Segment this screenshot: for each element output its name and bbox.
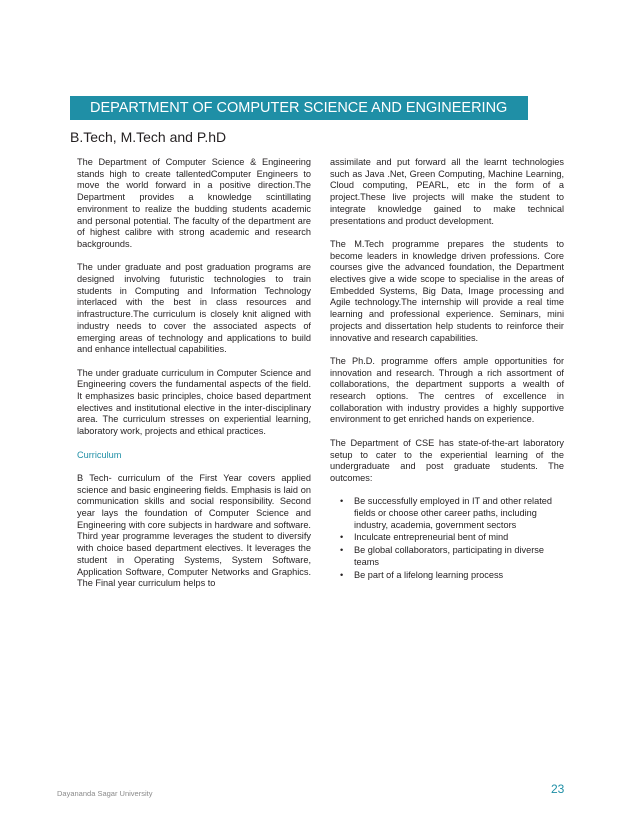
footer-university-name: Dayananda Sagar University xyxy=(57,789,153,798)
intro-paragraph: The Department of Computer Science & Engineering stands high to create tallentedComputer Engineers to move the world forward in a positive direction.The Department provides a knowledge scintillating environment to realize the budding students academic and personal potential. The faculty of the department are of highest calibre with strong academic and research backgrounds. xyxy=(77,157,311,249)
curriculum-heading: Curriculum xyxy=(77,449,122,460)
projects-paragraph: assimilate and put forward all the learnt technologies such as Java .Net, Green Computing, Machine Learning, Cloud computing, PEARL, etc in the form of a project.These live projects will make the student to integrate knowledge gained to make technical presentations and product development. xyxy=(330,157,564,226)
page-number: 23 xyxy=(551,782,565,796)
programmes-subtitle: B.Tech, M.Tech and P.hD xyxy=(70,129,227,145)
mtech-paragraph: The M.Tech programme prepares the students to become leaders in knowledge driven professions. Core courses give the advanced foundation, the Department electives give a wide scope to specialise in the areas of Embedded Systems, Big Data, Image processing and Agile technology.The internship will provide a real time learning and professional experience. Seminars, mini projects and dissertation help students to reinforce their innovative and research capabilities. xyxy=(330,238,564,343)
outcome-item: • Be global collaborators, participating in diverse teams xyxy=(340,545,564,568)
outcome-item: • Be successfully employed in IT and other related fields or choose other career paths, including industry, academia, government sectors xyxy=(340,496,564,531)
ug-curriculum-paragraph: The under graduate curriculum in Computer Science and Engineering covers the fundamental aspects of the field. It emphasizes basic principles, choice based department electives and institutional elective in the inter-disciplinary area. The curriculum stresses on experiential learning, laboratory work, projects and ethical practices. xyxy=(77,367,311,437)
laboratory-paragraph: The Department of CSE has state-of-the-art laboratory setup to cater to the experiential learning of the undergraduate and post graduate students. The outcomes: xyxy=(330,437,564,483)
left-text-column xyxy=(77,157,311,602)
btech-curriculum-paragraph: B Tech- curriculum of the First Year covers applied science and basic engineering fields. Emphasis is laid on communication skills and social responsibility. Second year lays the foundation of Computer Science and Engineering with core subjects in hardware and software. Third year programme leverages the student to diversify with choice based department electives. It leverages the student in Operating Systems, System Software, Application Software, Computer Networks and Graphics. The Final year curriculum helps to xyxy=(77,472,311,589)
right-text-column xyxy=(330,157,564,582)
outcome-item: • Inculcate entrepreneurial bent of mind xyxy=(340,532,564,544)
department-title-banner: DEPARTMENT OF COMPUTER SCIENCE AND ENGINEERING xyxy=(70,96,528,120)
outcome-item: • Be part of a lifelong learning process xyxy=(340,570,564,582)
outcomes-list xyxy=(330,496,564,581)
phd-paragraph: The Ph.D. programme offers ample opportunities for innovation and research. Through a rich assortment of collaborations, the department supports a wealth of research options. The centres of excellence in collaboration with industry provides a highly supportive environment to get enriched hands on experience. xyxy=(330,355,564,425)
programs-paragraph: The under graduate and post graduation programs are designed involving futuristic technologies to train students in Computing and Information Technology interlaced with the best in class resources and infrastructure.The curriculum is closely knit aligned with industry needs to cover the associated aspects of emerging areas of technology and applications to build and enhance intellectual capabilities. xyxy=(77,262,311,355)
